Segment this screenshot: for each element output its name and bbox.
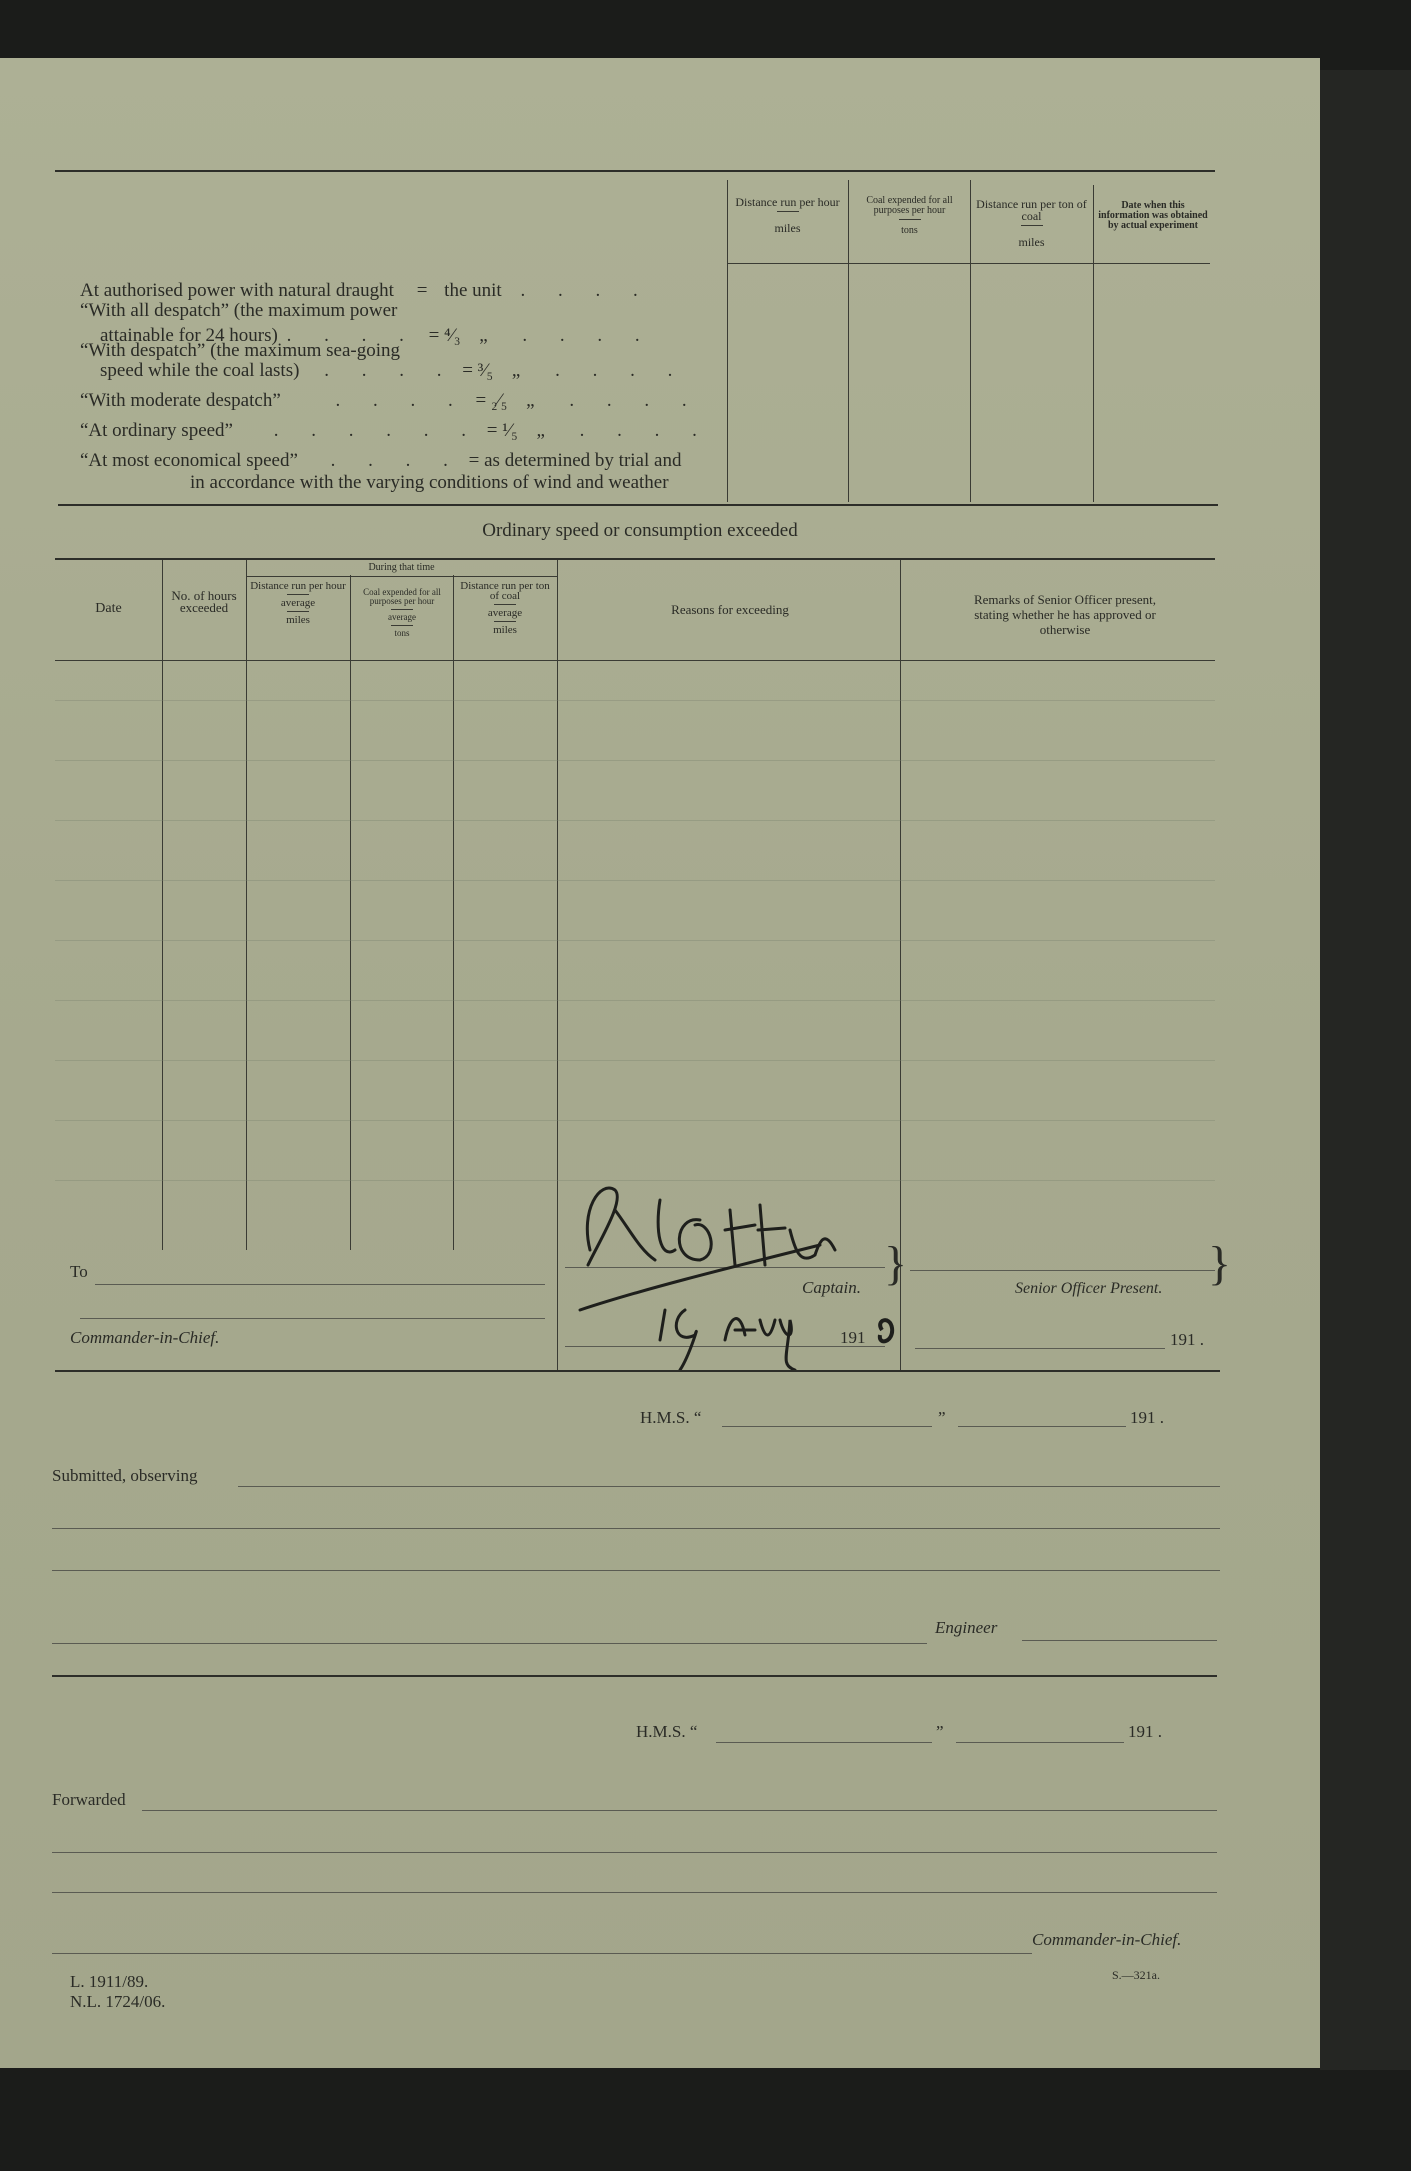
- col-divider: [1093, 185, 1094, 502]
- ledger-line: [55, 1060, 1215, 1061]
- section-rule: [52, 1675, 1217, 1677]
- hms-name-line-2: [716, 1742, 932, 1743]
- exceeded-bottom-rule: [55, 1370, 1220, 1372]
- ledger-line: [55, 880, 1215, 881]
- binder-edge: [1320, 70, 1411, 2070]
- forwarded-line-2: [52, 1852, 1217, 1853]
- row-authorised-power: At authorised power with natural draught = the unit . . . .: [80, 280, 652, 301]
- row-despatch: “With despatch” (the maximum sea-going: [80, 340, 401, 361]
- row-economical-speed: “At most economical speed” . . . . = as determined by trial and: [80, 450, 682, 471]
- col-divider: [848, 180, 849, 502]
- captain-label: Captain.: [802, 1278, 862, 1297]
- row-moderate-despatch: “With moderate despatch” . . . . = ₂⁄₅ „ . . . .: [80, 390, 701, 411]
- hms-name-line-1: [722, 1426, 932, 1427]
- form-reference: [70, 1972, 165, 2012]
- ledger-line: [55, 760, 1215, 761]
- forwarded-line-3: [52, 1892, 1217, 1893]
- ledger-line: [55, 940, 1215, 941]
- header-date: Date: [95, 601, 122, 616]
- hms-close-2: ”: [936, 1722, 944, 1741]
- col-divider: [453, 575, 454, 1250]
- engineer-label: Engineer: [935, 1618, 998, 1637]
- header-remarks: Remarks of Senior Officer present, stating whether he has approved or otherwise: [973, 592, 1157, 637]
- exceeded-top-rule: [55, 558, 1215, 560]
- ledger-line: [55, 1000, 1215, 1001]
- hms-label-1: H.M.S. “: [640, 1408, 702, 1427]
- row-all-despatch: “With all despatch” (the maximum power: [80, 300, 398, 321]
- ledger-line: [55, 700, 1215, 701]
- header-coal-per-hour: Coal expended for all purposes per hour tons: [866, 195, 953, 236]
- form-ref-nl: N.L. 1724/06.: [70, 1992, 166, 2011]
- captain-signature: [560, 1170, 920, 1370]
- hms-date-line-1: [958, 1426, 1126, 1427]
- engineer-name-line: [1022, 1640, 1217, 1641]
- row-economical-speed-2: in accordance with the varying conditions of wind and weather: [190, 472, 669, 493]
- hms-close-1: ”: [938, 1408, 946, 1427]
- ledger-line: [55, 1120, 1215, 1121]
- to-line: [95, 1284, 545, 1285]
- row-all-despatch-2: attainable for 24 hours) . . . . = ⁴⁄₃ „ . . . .: [100, 325, 654, 346]
- forwarded-label: Forwarded: [52, 1790, 126, 1809]
- top-table-bottom-rule: [58, 504, 1218, 506]
- senior-brace: }: [1208, 1237, 1232, 1290]
- header-date-experiment: Date when this information was obtained by actual experiment: [1098, 200, 1208, 231]
- cic-label-2: Commander-in-Chief.: [1032, 1930, 1182, 1949]
- row-ordinary-speed: “At ordinary speed” . . . . . . = ¹⁄₅ „ . . . .: [80, 420, 711, 441]
- form-ref-l: L. 1911/89.: [70, 1972, 149, 1991]
- header-distance-per-ton: Distance run per ton of coal miles: [976, 197, 1087, 249]
- submitted-line-2: [52, 1528, 1220, 1529]
- col-divider: [162, 560, 163, 1250]
- header-coal-hour: Coal expended for all purposes per hour average tons: [363, 587, 441, 638]
- header-distance-per-hour: Distance run per hour miles: [735, 195, 840, 235]
- header-hours: No. of hours exceeded: [171, 588, 237, 615]
- header-rule: [727, 263, 1210, 264]
- senior-year: 191 .: [1170, 1330, 1204, 1349]
- senior-date-line: [915, 1348, 1165, 1349]
- submitted-line-3: [52, 1570, 1220, 1571]
- hms-date-line-2: [956, 1742, 1124, 1743]
- during-rule: [246, 576, 557, 577]
- col-divider: [557, 560, 558, 1370]
- col-divider: [970, 180, 971, 502]
- cic-line: [52, 1953, 1032, 1954]
- submitted-label: Submitted, observing: [52, 1466, 198, 1485]
- exceeded-header-rule: [55, 660, 1215, 661]
- top-rule: [55, 170, 1215, 172]
- to-line-2: [80, 1318, 545, 1319]
- ledger-line: [55, 820, 1215, 821]
- captain-year: 191: [840, 1328, 866, 1347]
- forwarded-line: [142, 1810, 1217, 1811]
- col-divider: [246, 560, 247, 1250]
- hms-label-2: H.M.S. “: [636, 1722, 698, 1741]
- senior-officer-label: Senior Officer Present.: [1015, 1280, 1163, 1297]
- submitted-line: [238, 1486, 1220, 1487]
- engineer-line: [52, 1643, 927, 1644]
- commander-in-chief-label: Commander-in-Chief.: [70, 1328, 220, 1347]
- during-label: During that time: [368, 562, 435, 573]
- form-number: S.—321a.: [1112, 1968, 1160, 1982]
- captain-brace: }: [884, 1237, 908, 1290]
- header-dist-ton: Distance run per ton of coal average miles: [460, 580, 550, 636]
- hms-year-1: 191 .: [1130, 1408, 1164, 1427]
- hms-year-2: 191 .: [1128, 1722, 1162, 1741]
- row-despatch-2: speed while the coal lasts) . . . . = ³⁄₅ „ . . . .: [100, 360, 687, 381]
- header-dist-hour: Distance run per hour average miles: [250, 580, 346, 626]
- col-divider: [350, 575, 351, 1250]
- exceeded-title: Ordinary speed or consumption exceeded: [482, 520, 798, 541]
- senior-officer-line: [910, 1270, 1215, 1271]
- col-divider: [727, 180, 728, 502]
- header-reasons: Reasons for exceeding: [671, 602, 789, 617]
- to-label: To: [70, 1262, 88, 1281]
